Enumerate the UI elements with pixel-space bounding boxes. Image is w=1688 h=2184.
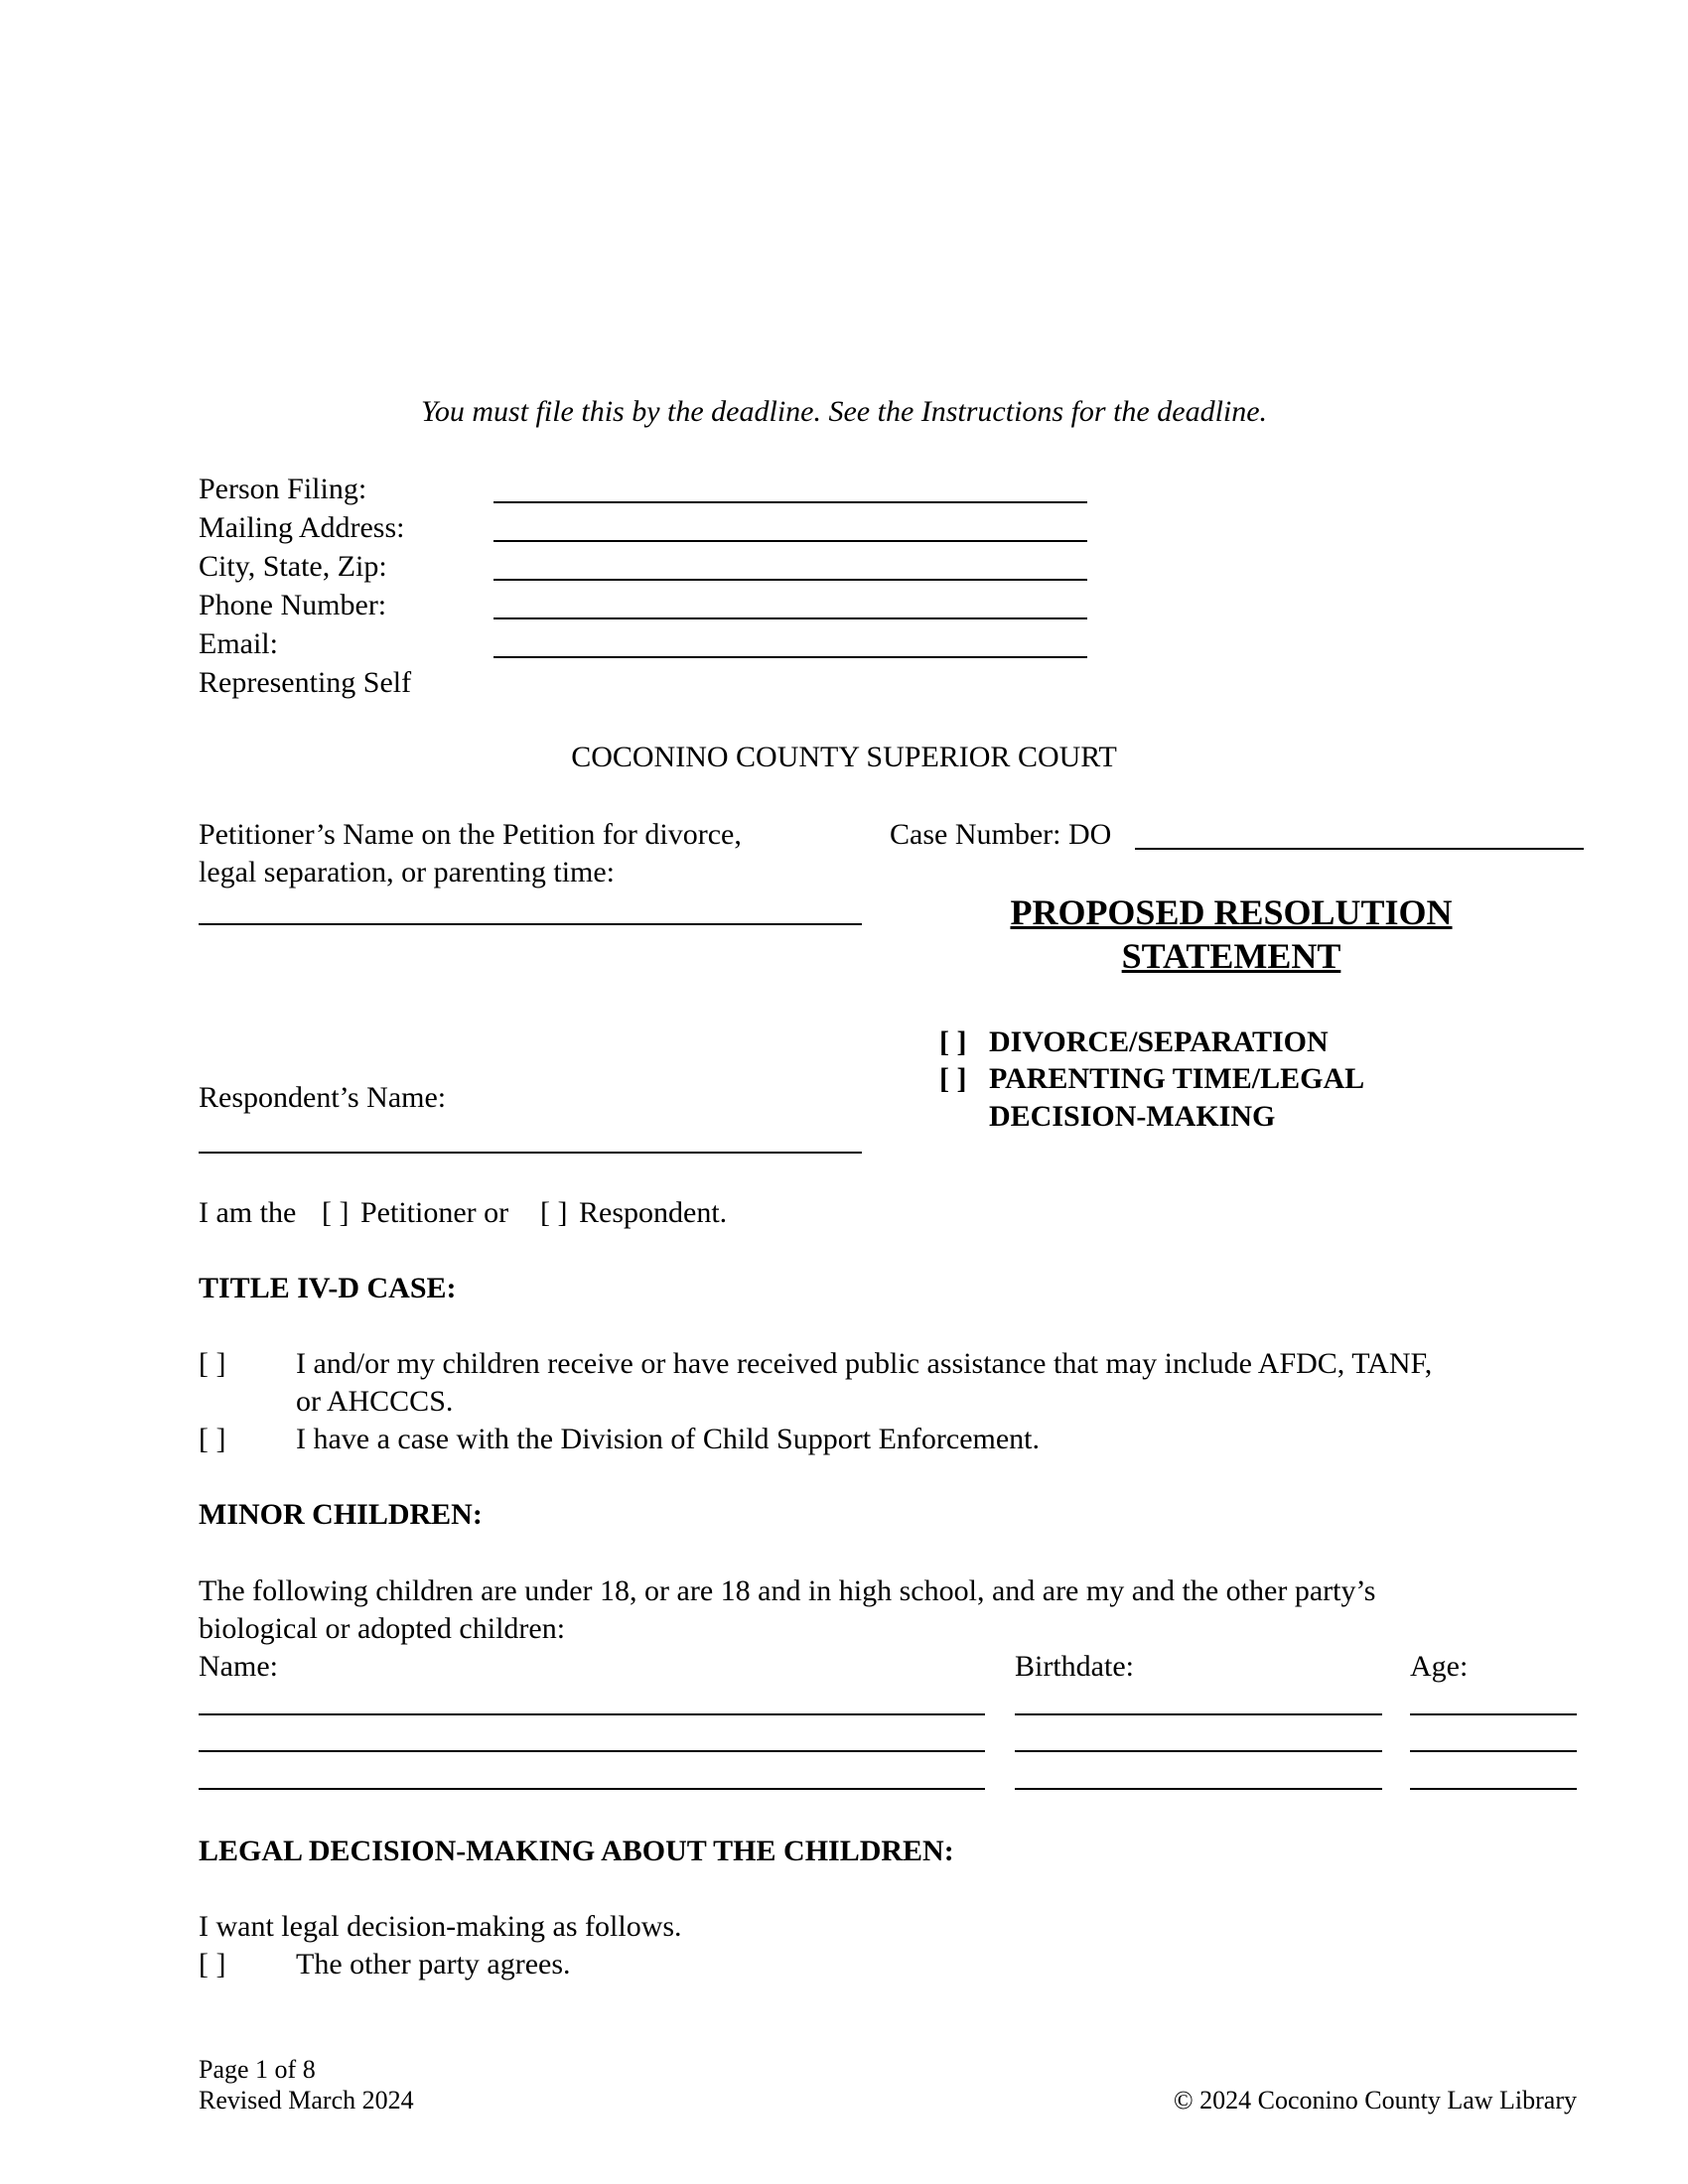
petitioner-role-checkbox[interactable]: [ ] xyxy=(322,1196,350,1229)
parenting-option-label-line2: DECISION-MAKING xyxy=(989,1100,1276,1133)
child-name-field[interactable] xyxy=(199,1750,985,1752)
legal-decision-heading: LEGAL DECISION-MAKING ABOUT THE CHILDREN: xyxy=(199,1835,954,1867)
form-title-line1: PROPOSED RESOLUTION xyxy=(1010,892,1453,932)
representing-self-label: Representing Self xyxy=(199,666,412,699)
child-birthdate-field[interactable] xyxy=(1015,1713,1382,1715)
title-ivd-heading: TITLE IV-D CASE: xyxy=(199,1272,457,1304)
dcse-case-text: I have a case with the Division of Child Support Enforcement. xyxy=(296,1423,1040,1455)
phone-number-field[interactable] xyxy=(493,617,1087,619)
respondent-role-label: Respondent. xyxy=(579,1196,728,1229)
email-label: Email: xyxy=(199,627,278,660)
child-birthdate-field[interactable] xyxy=(1015,1750,1382,1752)
children-intro-line2: biological or adopted children: xyxy=(199,1612,566,1645)
city-state-zip-label: City, State, Zip: xyxy=(199,550,387,583)
other-party-agrees-label: The other party agrees. xyxy=(296,1948,571,1980)
parenting-checkbox[interactable]: [ ] xyxy=(939,1062,967,1095)
petitioner-label-line2: legal separation, or parenting time: xyxy=(199,856,616,888)
petitioner-name-field[interactable] xyxy=(199,923,862,925)
page-number: Page 1 of 8 xyxy=(199,2055,316,2084)
divorce-checkbox[interactable]: [ ] xyxy=(939,1025,967,1058)
children-intro-line1: The following children are under 18, or are 18 and in high school, and are my and the other party’s xyxy=(199,1574,1376,1607)
case-number-label: Case Number: DO xyxy=(890,818,1112,851)
child-age-header: Age: xyxy=(1410,1650,1469,1683)
public-assistance-checkbox[interactable]: [ ] xyxy=(199,1347,226,1380)
revised-date: Revised March 2024 xyxy=(199,2086,414,2115)
case-number-field[interactable] xyxy=(1135,848,1584,850)
petitioner-label-line1: Petitioner’s Name on the Petition for divorce, xyxy=(199,818,742,851)
form-title-line2: STATEMENT xyxy=(1121,936,1341,976)
city-state-zip-field[interactable] xyxy=(493,579,1087,581)
respondent-name-field[interactable] xyxy=(199,1152,862,1154)
copyright-notice: © 2024 Coconino County Law Library xyxy=(1173,2086,1577,2115)
public-assistance-text-line1: I and/or my children receive or have received public assistance that may include AFDC, TANF, xyxy=(296,1347,1433,1380)
court-name: COCONINO COUNTY SUPERIOR COURT xyxy=(571,741,1117,773)
petitioner-role-label: Petitioner or xyxy=(360,1196,509,1229)
child-age-field[interactable] xyxy=(1410,1788,1577,1790)
parenting-option-label-line1: PARENTING TIME/LEGAL xyxy=(989,1062,1365,1095)
person-filing-label: Person Filing: xyxy=(199,473,367,505)
deadline-notice: You must file this by the deadline. See the Instructions for the deadline. xyxy=(420,395,1268,428)
respondent-label: Respondent’s Name: xyxy=(199,1081,447,1114)
child-name-header: Name: xyxy=(199,1650,278,1683)
phone-number-label: Phone Number: xyxy=(199,589,387,621)
role-prefix: I am the xyxy=(199,1196,297,1229)
dcse-case-checkbox[interactable]: [ ] xyxy=(199,1423,226,1455)
child-birthdate-header: Birthdate: xyxy=(1015,1650,1134,1683)
child-name-field[interactable] xyxy=(199,1713,985,1715)
child-name-field[interactable] xyxy=(199,1788,985,1790)
mailing-address-label: Mailing Address: xyxy=(199,511,405,544)
child-age-field[interactable] xyxy=(1410,1750,1577,1752)
respondent-role-checkbox[interactable]: [ ] xyxy=(540,1196,568,1229)
legal-decision-intro: I want legal decision-making as follows. xyxy=(199,1910,682,1943)
child-birthdate-field[interactable] xyxy=(1015,1788,1382,1790)
mailing-address-field[interactable] xyxy=(493,540,1087,542)
other-party-agrees-checkbox[interactable]: [ ] xyxy=(199,1948,226,1980)
minor-children-heading: MINOR CHILDREN: xyxy=(199,1498,483,1531)
email-field[interactable] xyxy=(493,656,1087,658)
public-assistance-text-line2: or AHCCCS. xyxy=(296,1385,454,1418)
divorce-option-label: DIVORCE/SEPARATION xyxy=(989,1025,1329,1058)
person-filing-field[interactable] xyxy=(493,501,1087,503)
child-age-field[interactable] xyxy=(1410,1713,1577,1715)
